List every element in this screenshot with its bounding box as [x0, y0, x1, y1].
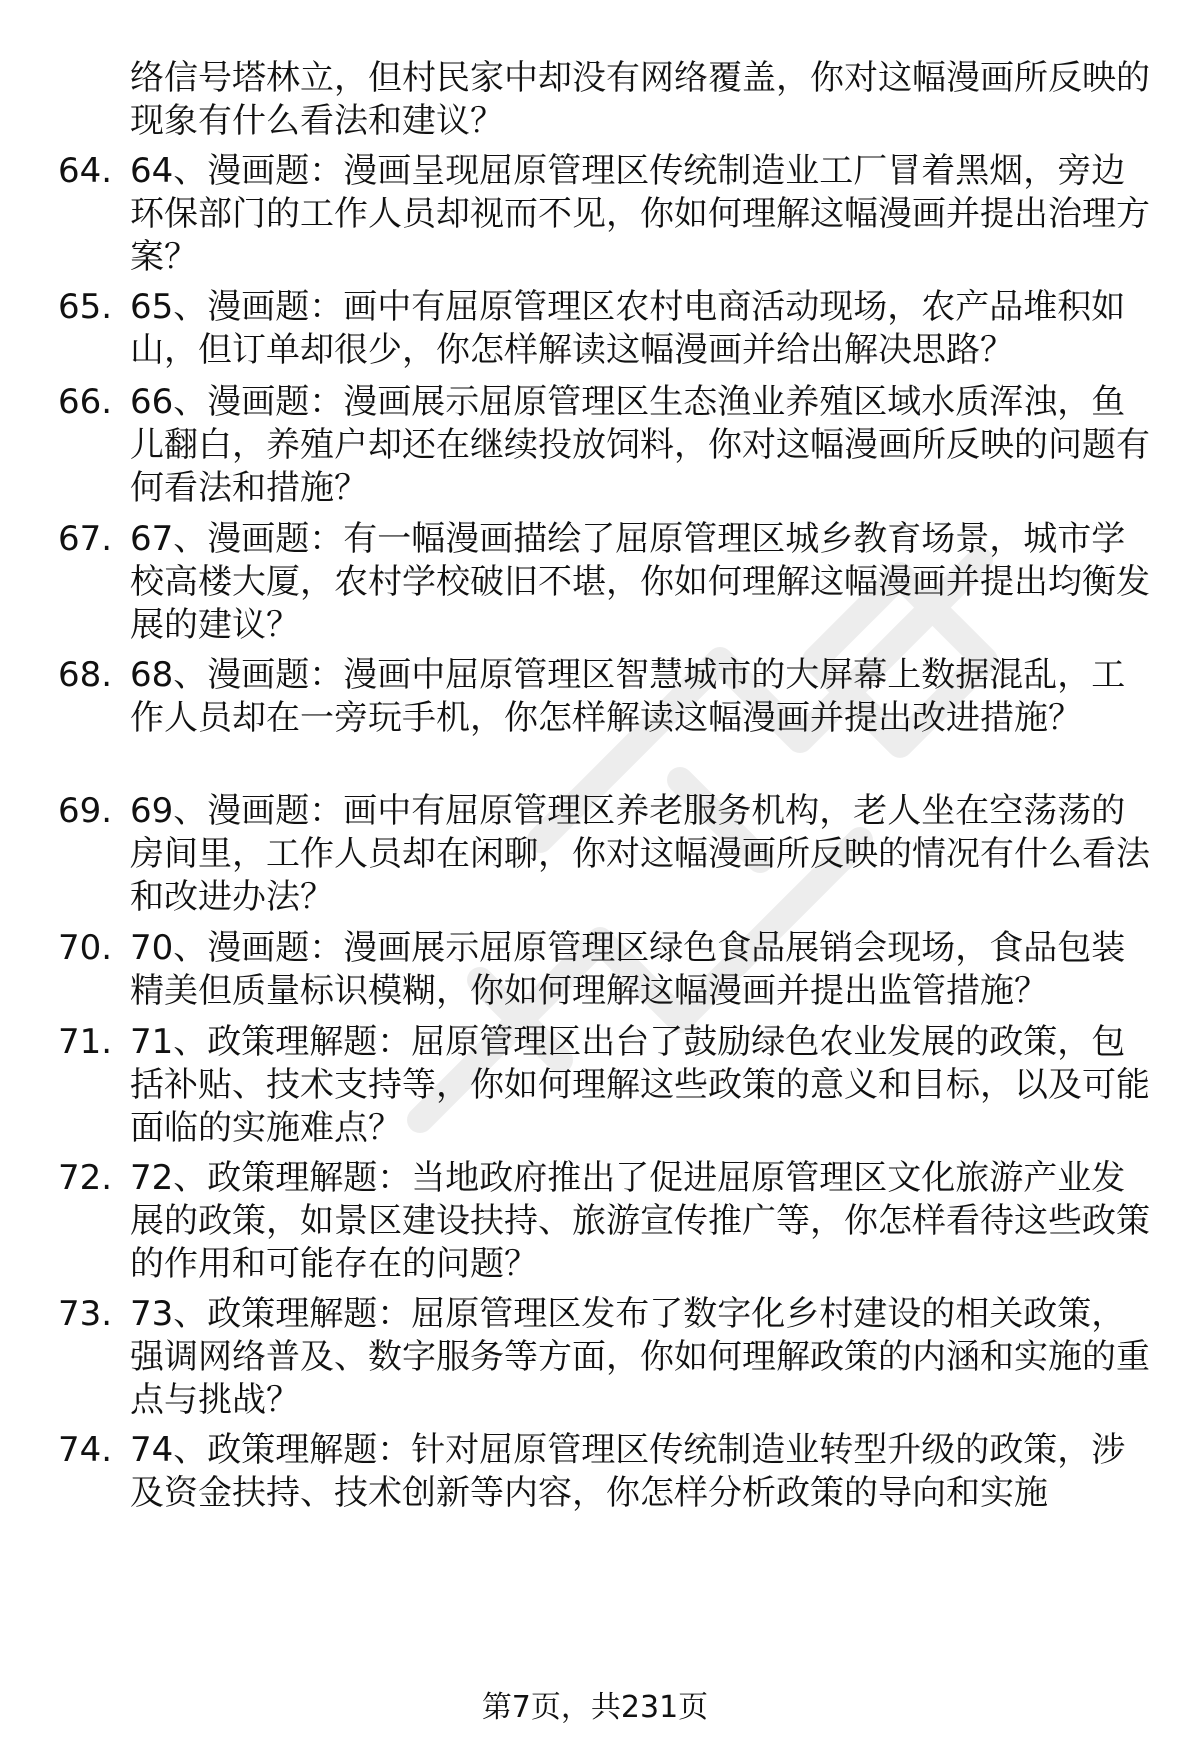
item-text: 66、漫画题：漫画展示屈原管理区生态渔业养殖区域水质浑浊，鱼儿翻白，养殖户却还在继续投放饲料，你对这幅漫画所反映的问题有何看法和措施？	[130, 382, 1150, 508]
item-text: 68、漫画题：漫画中屈原管理区智慧城市的大屏幕上数据混乱，工作人员却在一旁玩手机，你怎样解读这幅漫画并提出改进措施？	[130, 655, 1126, 738]
item-text: 72、政策理解题：当地政府推出了促进屈原管理区文化旅游产业发展的政策，如景区建设扶持、旅游宣传推广等，你怎样看待这些政策的作用和可能存在的问题？	[130, 1158, 1150, 1284]
item-number: 71.	[58, 1022, 113, 1062]
item-number: 70.	[58, 928, 113, 968]
item-number: 73.	[58, 1294, 113, 1334]
page-number-footer: 第7页，共231页	[481, 1690, 709, 1725]
item-number: 69.	[58, 791, 113, 831]
item-text: 69、漫画题：画中有屈原管理区养老服务机构，老人坐在空荡荡的房间里，工作人员却在闲聊，你对这幅漫画所反映的情况有什么看法和改进办法？	[130, 791, 1150, 917]
item-number: 74.	[58, 1430, 113, 1470]
item-number: 64.	[58, 151, 113, 191]
item-text: 73、政策理解题：屈原管理区发布了数字化乡村建设的相关政策，强调网络普及、数字服务等方面，你如何理解政策的内涵和实施的重点与挑战？	[130, 1294, 1150, 1420]
item-text: 67、漫画题：有一幅漫画描绘了屈原管理区城乡教育场景，城市学校高楼大厦，农村学校破旧不堪，你如何理解这幅漫画并提出均衡发展的建议？	[130, 519, 1150, 645]
item-text: 65、漫画题：画中有屈原管理区农村电商活动现场，农产品堆积如山，但订单却很少，你怎样解读这幅漫画并给出解决思路？	[130, 287, 1126, 370]
continued-question-text: 络信号塔林立，但村民家中却没有网络覆盖，你对这幅漫画所反映的现象有什么看法和建议？	[130, 58, 1150, 141]
item-text: 71、政策理解题：屈原管理区出台了鼓励绿色农业发展的政策，包括补贴、技术支持等，你如何理解这些政策的意义和目标，以及可能面临的实施难点？	[130, 1022, 1150, 1148]
item-text: 70、漫画题：漫画展示屈原管理区绿色食品展销会现场，食品包装精美但质量标识模糊，你如何理解这幅漫画并提出监管措施？	[130, 928, 1126, 1011]
item-number: 68.	[58, 655, 113, 695]
item-number: 65.	[58, 287, 113, 327]
item-text: 74、政策理解题：针对屈原管理区传统制造业转型升级的政策，涉及资金扶持、技术创新等内容，你怎样分析政策的导向和实施	[130, 1430, 1126, 1513]
item-number: 67.	[58, 519, 113, 559]
item-number: 72.	[58, 1158, 113, 1198]
item-number: 66.	[58, 382, 113, 422]
item-text: 64、漫画题：漫画呈现屈原管理区传统制造业工厂冒着黑烟，旁边环保部门的工作人员却视而不见，你如何理解这幅漫画并提出治理方案？	[130, 151, 1150, 277]
